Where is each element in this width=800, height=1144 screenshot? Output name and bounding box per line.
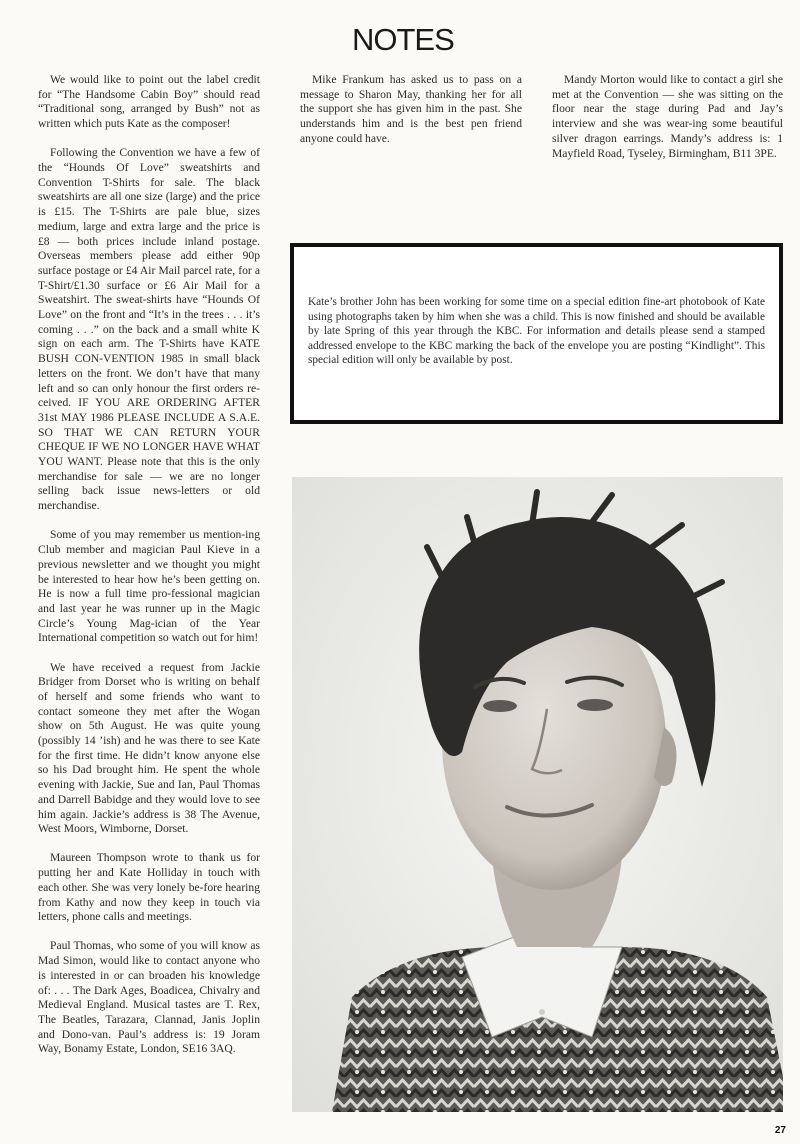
portrait-photo (292, 477, 783, 1112)
note-paul-kieve: Some of you may remember us mention-ing Club member and magician Paul Kieve in a previous newsletter and we thought you might be interested to hear how he’s been getting on. He is now a full time pro-fessional magician and last year he was runner up in the Magic Circle’s Young Mag-ician of the Year International competition so watch out for him! (38, 528, 260, 645)
note-label-credit: We would like to point out the label credit for “The Handsome Cabin Boy” should read “Traditional song, arranged by Bush” not as written which puts Kate as the composer! (38, 73, 260, 131)
page-title: NOTES (352, 22, 454, 57)
photobook-announcement-text: Kate’s brother John has been working for some time on a special edition fine-art photobook of Kate using photographs taken by him when she was a child. This is now finished and should be available by late Spring of this year through the KBC. For information and details please send a stamped addressed envelope to the KBC marking the back of the envelope you are posting “Kindlight”. This special edition will only be available by post. (308, 296, 765, 367)
column-left (38, 73, 260, 1072)
note-mike-frankum: Mike Frankum has asked us to pass on a message to Sharon May, thanking her for all the support she has given him in the past. She understands him and is the best pen friend anyone could have. (300, 73, 522, 145)
page-number: 27 (774, 1125, 786, 1136)
note-maureen-thompson: Maureen Thompson wrote to thank us for putting her and Kate Holliday in touch with each other. She was very lonely be-fore hearing from Kathy and now they keep in touch via letters, phone calls and meetings. (38, 851, 260, 924)
column-middle (300, 73, 522, 161)
portrait-illustration (292, 477, 783, 1112)
note-paul-thomas: Paul Thomas, who some of you will know as Mad Simon, would like to contact anyone who is interested in or can broaden his knowledge of: . . . The Dark Ages, Boadicea, Chivalry and Medieval England. Musical tastes are T. Rex, The Beatles, Tarazara, Clannad, Janis Joplin and Dono-van. Paul’s address is: 19 Joram Way, Bonamy Estate, London, SE16 3AQ. (38, 939, 260, 1056)
photobook-announcement-box (290, 243, 783, 424)
note-mandy-morton: Mandy Morton would like to contact a girl she met at the Convention — she was sitting on the floor near the stage during Pad and Jay’s interview and she was wear-ing some beautiful silver dragon earrings. Mandy’s address is: 1 Mayfield Road, Tyseley, Birmingham, B11 3PE. (552, 73, 783, 160)
note-merchandise: Following the Convention we have a few of the “Hounds Of Love” sweatshirts and Convention T-Shirts for sale. The black sweatshirts are all one size (large) and the price is £15. The T-Shirts are pale blue, sizes medium, large and extra large and the price is £8 — both prices include inland postage. Overseas members please add either 90p surface postage or £4 Air Mail parcel rate, for a T-Shirt/£1.30 surface or £6 Air Mail for a Sweatshirt. The sweat-shirts have “Hounds Of Love” on the front and “It’s in the trees . . . it’s coming . . .” on the back and a small white K sign on each arm. The T-Shirts have KATE BUSH CON-VENTION 1985 in small black letters on the front. We don’t have that many left and so can only honour the first orders re-ceived. IF YOU ARE ORDERING AFTER 31st MAY 1986 PLEASE INCLUDE A S.A.E. SO THAT WE CAN RETURN YOUR CHEQUE IF WE NO LONGER HAVE WHAT YOU WANT. Please note that this is the only merchandise for sale — we are no longer selling back issue news-letters or old merchandise. (38, 146, 260, 513)
column-right (552, 73, 783, 176)
note-jackie-bridger: We have received a request from Jackie Bridger from Dorset who is writing on behalf of herself and some friends who want to contact someone they met after the Wogan show on 5th August. He was quite young (possibly 14 ’ish) and he was there to see Kate for the first time. He didn’t know anyone else so his Dad brought him. He spent the whole evening with Jackie, Sue and Ian, Paul Thomas and Darrell Babidge and they would love to see him again. Jackie’s address is 38 The Avenue, West Moors, Wimborne, Dorset. (38, 660, 260, 836)
